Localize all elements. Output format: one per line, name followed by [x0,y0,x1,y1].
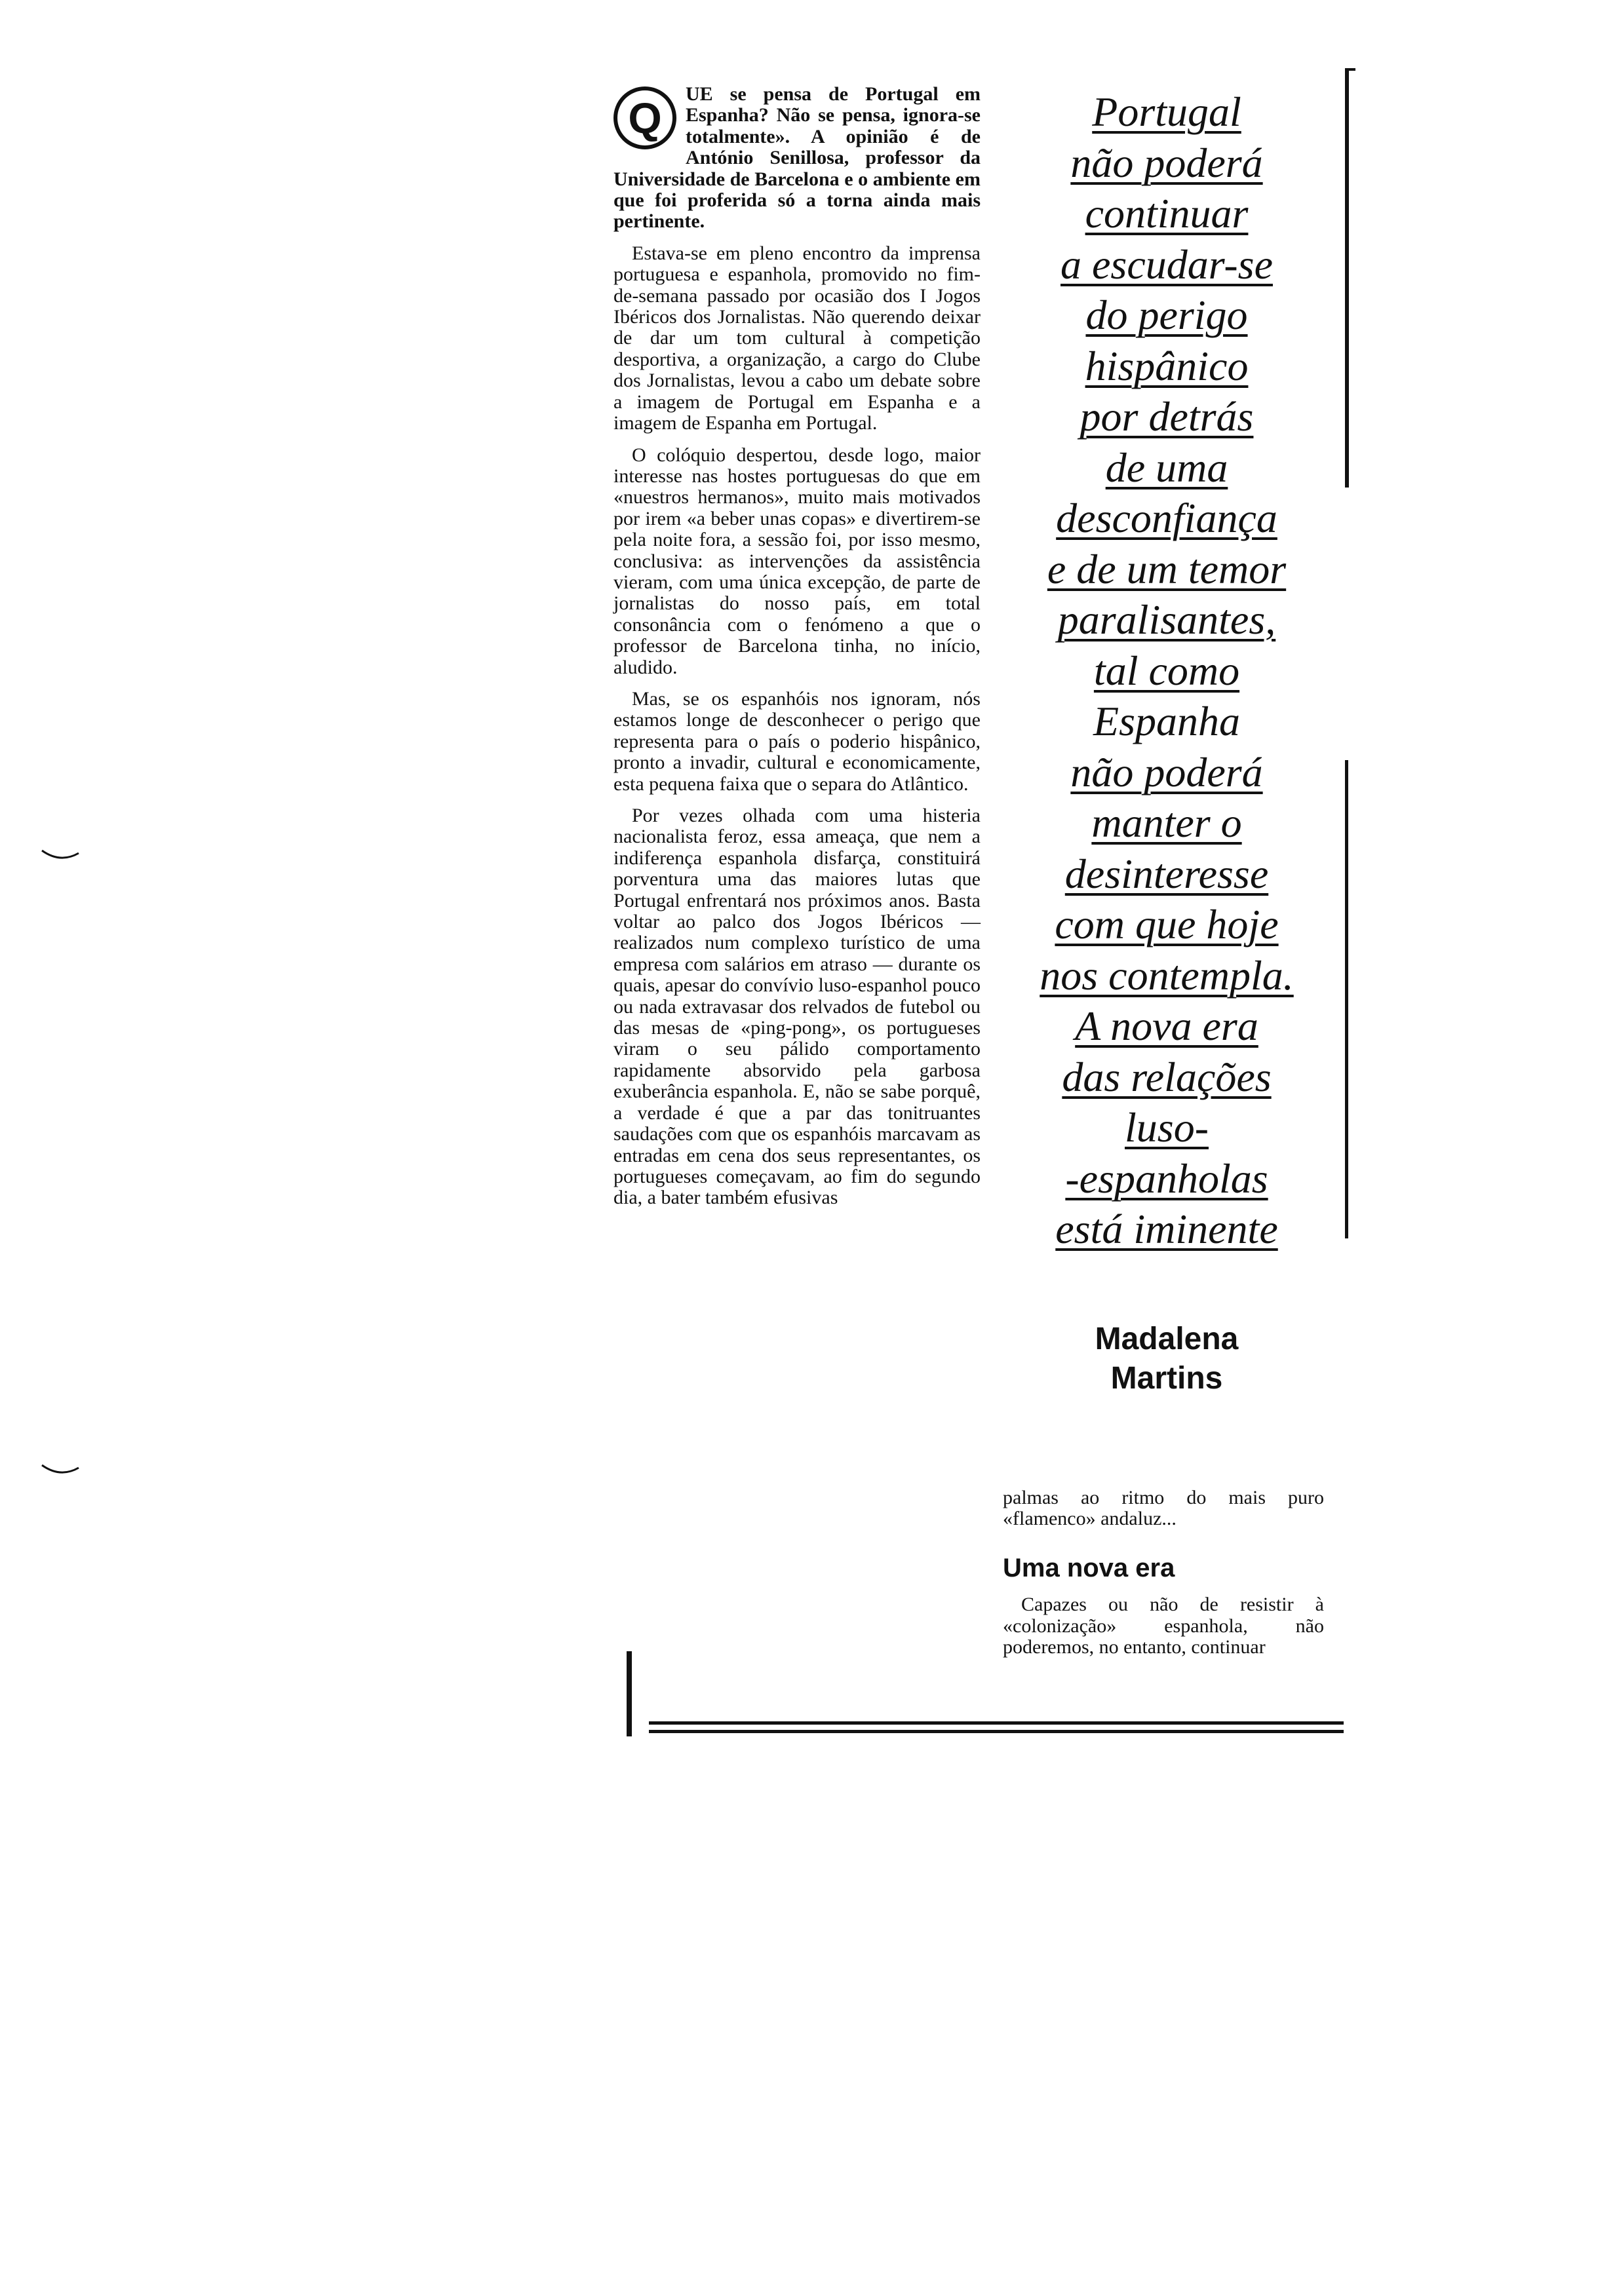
article-paragraph: Mas, se os espanhóis nos ignoram, nós estamos longe de desconhecer o perigo que representa para o país o poderio hispânico, pronto a invadir, cultural e economicamente, esta pequena faixa que o separa do Atlântico. [613,687,981,795]
pull-quote-line: está iminente [1055,1206,1278,1252]
section-subhead: Uma nova era [1003,1553,1175,1582]
pull-quote-line: nos contempla. [1040,951,1294,999]
pull-quote-line: Portugal [1092,88,1241,135]
pull-quote-line: A nova era [1075,1003,1258,1049]
intro-text: UE se pensa de Portugal em Espanha? Não se pensa, ignora-se totalmente». A opinião é de António Senillosa, professor da Universidade de Barcelona e o ambiente em que foi proferida só a torna ainda mais pertinente. [613,83,981,233]
dropcap: Q [613,86,676,149]
top-right-vertical-rule [1345,68,1349,488]
bottom-left-vertical-rule [627,1651,632,1736]
pull-quote-line: continuar [1085,190,1249,237]
pull-quote-line: do perigo [1085,292,1248,338]
article-paragraph: Estava-se em pleno encontro da imprensa portuguesa e espanhola, promovido no fim-de-semana passado por ocasião dos I Jogos Ibéricos dos Jornalistas. Não querendo deixar de dar um tom cultural à competição desportiva, a organização, a cargo do Clube dos Jornalistas, levou a cabo um debate sobre a imagem de Portugal em Espanha e a imagem de Espanha em Portugal. [613,242,981,434]
continuation-paragraph: palmas ao ritmo do mais puro «flamenco» andaluz... [1003,1487,1324,1530]
pull-quote [990,86,1344,1255]
final-paragraph: Capazes ou não de resistir à «colonização» espanhola, não poderemos, no entanto, continuar [1003,1594,1324,1658]
pull-quote-line: -espanholas [1065,1155,1268,1202]
pull-quote-line: desinteresse [1064,850,1269,897]
pull-quote-line: tal como [1093,647,1240,694]
binder-mark-icon [41,1463,80,1478]
author-last-name: Martins [1110,1361,1223,1396]
binder-mark-icon [41,848,80,864]
pull-quote-line: Espanha [1093,698,1240,744]
article-column-left [613,84,981,1219]
pull-quote-line: manter o [1091,799,1242,846]
pull-quote-line: não poderá [1070,748,1263,795]
pull-quote-line: não poderá [1070,139,1263,186]
pull-quote-line: com que hoje [1055,901,1279,947]
top-right-rule-tick [1345,68,1355,71]
bottom-double-rule-top [649,1721,1344,1725]
pull-quote-line: paralisantes, [1057,596,1276,643]
pull-quote-line: por detrás [1080,393,1254,440]
pull-quote-line: luso- [1125,1104,1209,1151]
pull-quote-line: desconfiança [1056,495,1277,541]
pull-quote-line: e de um temor [1047,545,1287,592]
article-column-right [1003,1487,1324,1668]
pull-quote-line: a escudar-se [1060,240,1273,288]
intro-paragraph [613,84,981,233]
pull-quote-line: hispânico [1085,342,1249,389]
byline [1022,1320,1311,1398]
pull-quote-line: das relações [1062,1053,1272,1100]
pull-quote-line: de uma [1105,444,1228,491]
article-paragraph: O colóquio despertou, desde logo, maior interesse nas hostes portuguesas do que em «nuestros hermanos», muito mais motivados por irem «a beber unas copas» e divertirem-se pela noite fora, a sessão foi, por isso mesmo, conclusiva: as intervenções da assistência vieram, com uma única excepção, de parte de jornalistas do nosso país, em total consonância com o fenómeno a que o professor de Barcelona tinha, no início, aludido. [613,444,981,678]
bottom-double-rule-bottom [649,1730,1344,1733]
author-first-name: Madalena [1095,1322,1239,1356]
right-vertical-rule-lower [1345,760,1348,1238]
article-paragraph: Por vezes olhada com uma histeria nacionalista feroz, essa ameaça, que nem a indiferença espanhola disfarça, constituirá porventura uma das maiores lutas que Portugal enfrentará nos próximos anos. Basta voltar ao palco dos Jogos Ibéricos — realizados num complexo turístico de uma empresa com salários em atraso — durante os quais, apesar do convívio luso-espanhol pouco ou nada extravasar dos relvados de futebol ou das mesas de «ping-pong», os portugueses viram o seu pálido comportamento rapidamente absorvido pela garbosa exuberância espanhola. E, não se sabe porquê, a verdade é que a par das tonitruantes saudações com que os espanhóis marcavam as entradas em cena dos seus representantes, os portugueses começavam, ao fim do segundo dia, a bater também efusivas [613,805,981,1209]
